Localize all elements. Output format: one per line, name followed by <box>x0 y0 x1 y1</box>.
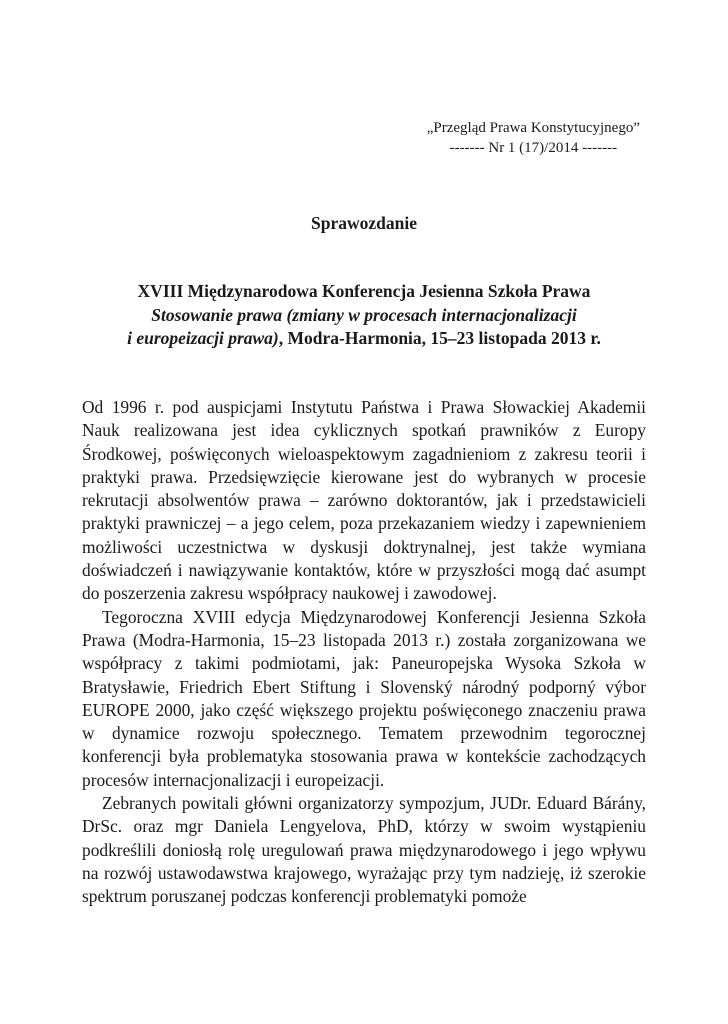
journal-issue: ------- Nr 1 (17)/2014 ------- <box>449 140 618 156</box>
journal-header <box>427 118 640 158</box>
paragraph-1: Od 1996 r. pod auspicjami Instytutu Państwa i Prawa Słowackiej Akademii Nauk realizowana jest idea cyklicznych spotkań prawników z Europy Środkowej, poświęconych wieloaspektowym zagadnieniom z zakresu teorii i praktyki prawa. Przedsięwzięcie kierowane jest do wybranych w procesie rekrutacji absolwentów prawa – zarówno doktorantów, jak i przedstawicieli praktyki prawniczej – a jego celem, poza przekazaniem wiedzy i zapewnieniem możliwości uczestnictwa w dyskusji doktrynalnej, jest także wymiana doświadczeń i nawiązywanie kontaktów, które w przyszłości mogą dać asumpt do poszerzenia zakresu współpracy naukowej i zawodowej. <box>82 397 646 604</box>
article-title-line-3-rest: , Modra-Harmonia, 15–23 listopada 2013 r. <box>278 328 601 348</box>
article-title <box>80 280 648 351</box>
paragraph-2: Tegoroczna XVIII edycja Międzynarodowej Konferencji Jesienna Szkoła Prawa (Modra-Harmonia, 15–23 listopada 2013 r.) została zorganizowana we współpracy z takimi podmiotami, jak: Paneuropejska Wysoka Szkoła w Bratysławie, Friedrich Ebert Stiftung i Slovenský národný podporný výbor EUROPE 2000, jako część większego projektu poświęconego znaczeniu prawa w dynamice rozwoju społecznego. Tematem przewodnim tegorocznej konferencji była problematyka stosowania prawa w kontekście zachodzących procesów internacjonalizacji i europeizacji. <box>82 606 646 790</box>
article-title-line-2: Stosowanie prawa (zmiany w procesach internacjonalizacji <box>151 304 577 325</box>
journal-title: „Przegląd Prawa Konstytucyjnego” <box>426 120 640 136</box>
article-title-line-3-italic: i europeizacji prawa) <box>127 328 279 348</box>
article-title-line-3 <box>80 327 648 351</box>
body-text <box>82 396 646 909</box>
section-title: Sprawozdanie <box>311 213 417 233</box>
article-title-line-1: XVIII Międzynarodowa Konferencja Jesienna Szkoła Prawa <box>137 281 591 301</box>
paragraph-3: Zebranych powitali główni organizatorzy sympozjum, JUDr. Eduard Bárány, DrSc. oraz mgr Daniela Lengyelova, PhD, którzy w swoim wystąpieniu podkreślili doniosłą rolę uregulowań prawa międzynarodowego i jego wpływu na rozwój ustawodawstwa krajowego, wyrażając przy tym nadzieję, iż szerokie spektrum poruszanej podczas konferencji problematyki pomoże <box>82 793 646 907</box>
